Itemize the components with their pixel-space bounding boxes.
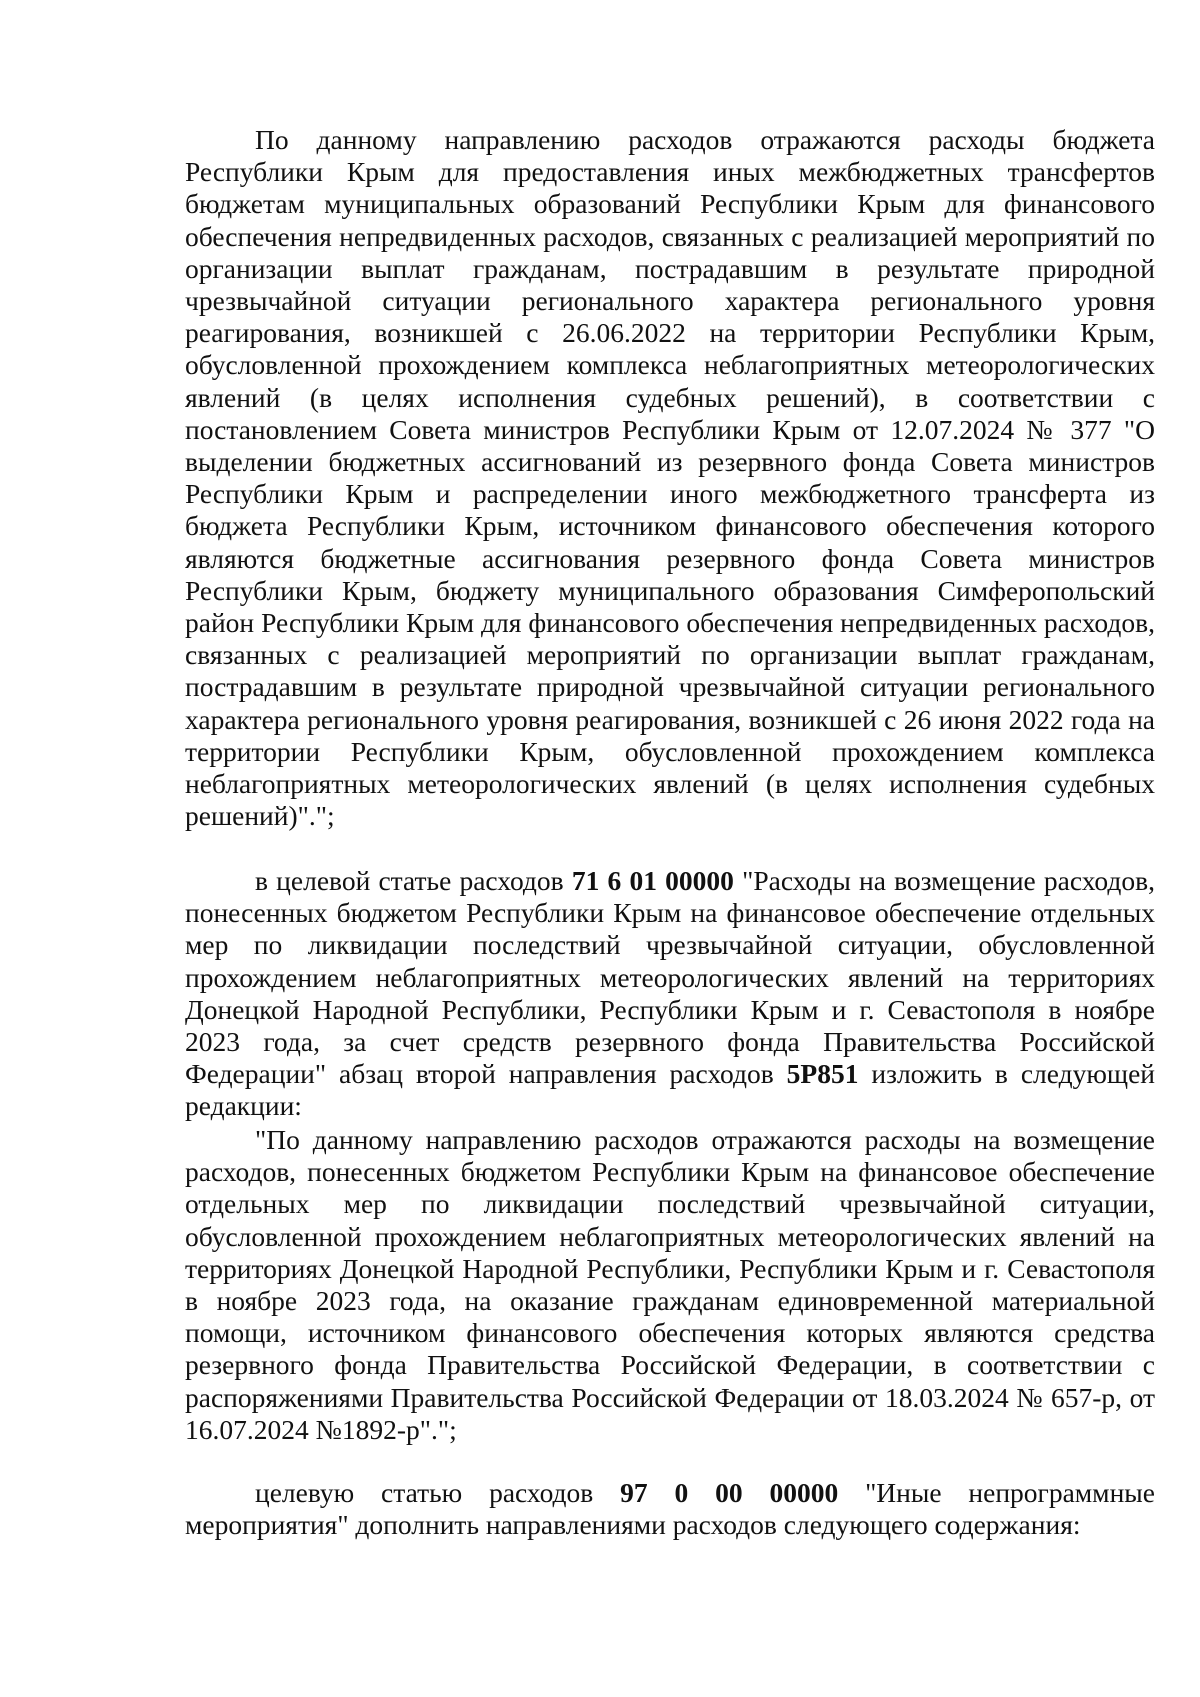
expense-direction-code: 5Р851 (786, 1058, 859, 1090)
text-fragment: "Иные непрограммные мероприятия" дополнить направлениями расходов следующего содержания: (185, 1477, 1155, 1541)
paragraph-text: По данному направлению расходов отражаются расходы бюджета Республики Крым для предоставления иных межбюджетных трансфертов бюджетам муниципальных образований Республики Крым для финансового обеспечения непредвиденных расходов, связанных с реализацией мероприятий по организации выплат гражданам, пострадавшим в результате природной чрезвычайной ситуации регионального характера регионального уровня реагирования, возникшей с 26.06.2022 на территории Республики Крым, обусловленной прохождением комплекса неблагоприятных метеорологических явлений (в целях исполнения судебных решений), в соответствии с постановлением Совета министров Республики Крым от 12.07.2024 № 377 "О выделении бюджетных ассигнований из резервного фонда Совета министров Республики Крым и распределении иного межбюджетного трансферта из бюджета Республики Крым, источником финансового обеспечения которого являются бюджетные ассигнования резервного фонда Совета министров Республики Крым, бюджету муниципального образования Симферопольский район Республики Крым для финансового обеспечения непредвиденных расходов, связанных с реализацией мероприятий по организации выплат гражданам, пострадавшим в результате природной чрезвычайной ситуации регионального характера регионального уровня реагирования, возникшей с 26 июня 2022 года на территории Республики Крым, обусловленной прохождением комплекса неблагоприятных метеорологических явлений (в целях исполнения судебных решений)"."; (185, 124, 1155, 832)
budget-code: 71 6 01 00000 (571, 865, 734, 896)
paragraph-expense-direction-description (185, 124, 1155, 832)
text-fragment: "Расходы на возмещение расходов, понесенных бюджетом Республики Крым на финансовое обеспечение отдельных мер по ликвидации последствий чрезвычайной ситуации, обусловленной прохождением неблагоприятных метеорологических явлений на территориях Донецкой Народной Республики, Республики Крым и г. Севастополя в ноябре 2023 года, за счет средств резервного фонда Правительства Российской Федерации" абзац второй направления расходов (185, 865, 1155, 1090)
text-fragment: целевую статью расходов (255, 1477, 621, 1508)
paragraph-target-article-71-6-01 (185, 865, 1155, 1123)
paragraph-text (185, 865, 1155, 1123)
text-fragment: изложить в следующей редакции: (185, 1058, 1155, 1122)
paragraph-target-article-97-0-00 (185, 1477, 1155, 1541)
text-fragment: в целевой статье расходов (255, 865, 572, 896)
paragraph-new-wording (185, 1124, 1155, 1446)
paragraph-text: "По данному направлению расходов отражаются расходы на возмещение расходов, понесенных бюджетом Республики Крым на финансовое обеспечение отдельных мер по ликвидации последствий чрезвычайной ситуации, обусловленной прохождением неблагоприятных метеорологических явлений на территориях Донецкой Народной Республики, Республики Крым и г. Севастополя в ноябре 2023 года, на оказание гражданам единовременной материальной помощи, источником финансового обеспечения которых являются средства резервного фонда Правительства Российской Федерации, в соответствии с распоряжениями Правительства Российской Федерации от 18.03.2024 № 657-р, от 16.07.2024 №1892-р"."; (185, 1124, 1155, 1445)
paragraph-text (185, 1477, 1155, 1541)
budget-code: 97 0 00 00000 (620, 1477, 839, 1508)
